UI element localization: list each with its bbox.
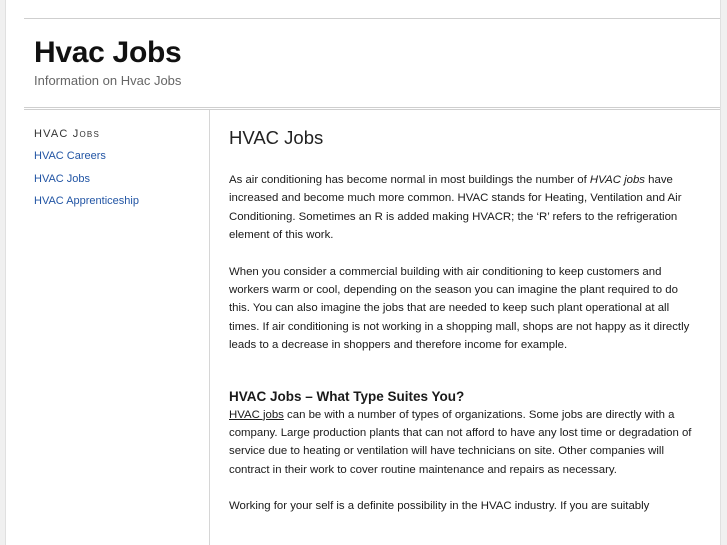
paragraph-commercial: When you consider a commercial building with air conditioning to keep customers and workers warm or cool, depending on the season you can imagine the plant required to do this. You can also imagine the jobs that are needed to keep such plant operational at all times. If air conditioning is not working in a shopping mall, shops are not happy as it directly leads to a decrease in shoppers and therefore income for example.: [229, 265, 690, 352]
main-content: [229, 127, 699, 534]
section-heading: HVAC Jobs – What Type Suites You?: [229, 388, 465, 404]
paragraph-intro-text-b: have increased and become much more common. HVAC stands for Heating, Ventilation and Air Conditioning. Sometimes an R is added making HVACR; the ‘R’ refers to the refrigeration element of this work.: [229, 174, 682, 242]
site-title[interactable]: Hvac Jobs: [34, 36, 182, 69]
header-divider: [24, 107, 720, 110]
sidebar-link-hvac-jobs[interactable]: HVAC Jobs: [34, 172, 91, 185]
page-container: [5, 0, 721, 545]
paragraph-self-employment: Working for your self is a definite possibility in the HVAC industry. If you are suitably: [229, 500, 650, 513]
sidebar-item-hvac-jobs: [34, 172, 204, 186]
hvac-jobs-link[interactable]: HVAC jobs: [229, 408, 284, 421]
post-title: HVAC Jobs: [229, 127, 324, 148]
sidebar-divider: [209, 110, 210, 545]
top-divider: [24, 18, 720, 19]
site-description: Information on Hvac Jobs: [34, 73, 182, 88]
sidebar-widget-title: HVAC Jobs: [34, 128, 100, 140]
sidebar-link-hvac-careers[interactable]: HVAC Careers: [34, 150, 106, 162]
sidebar-item-hvac-apprenticeship: [34, 194, 204, 208]
sidebar-item-hvac-careers: [34, 149, 204, 163]
paragraph-intro: [229, 171, 699, 245]
paragraph-intro-emphasis: HVAC jobs: [589, 174, 645, 186]
sidebar-link-hvac-apprenticeship[interactable]: HVAC Apprenticeship: [34, 195, 139, 207]
paragraph-intro-text-a: As air conditioning has become normal in most buildings the number of: [229, 174, 590, 186]
paragraph-organizations-text: can be with a number of types of organizations. Some jobs are directly with a company. Large production plants that can not afford to have any lost time or degradation of service due to heating or ventilation will have technicians on site. Other companies will contract in their work to cover routine maintenance and repairs as necessary.: [229, 408, 692, 476]
sidebar-menu: [34, 149, 204, 208]
sidebar: [34, 128, 204, 217]
paragraph-organizations: [229, 406, 699, 480]
